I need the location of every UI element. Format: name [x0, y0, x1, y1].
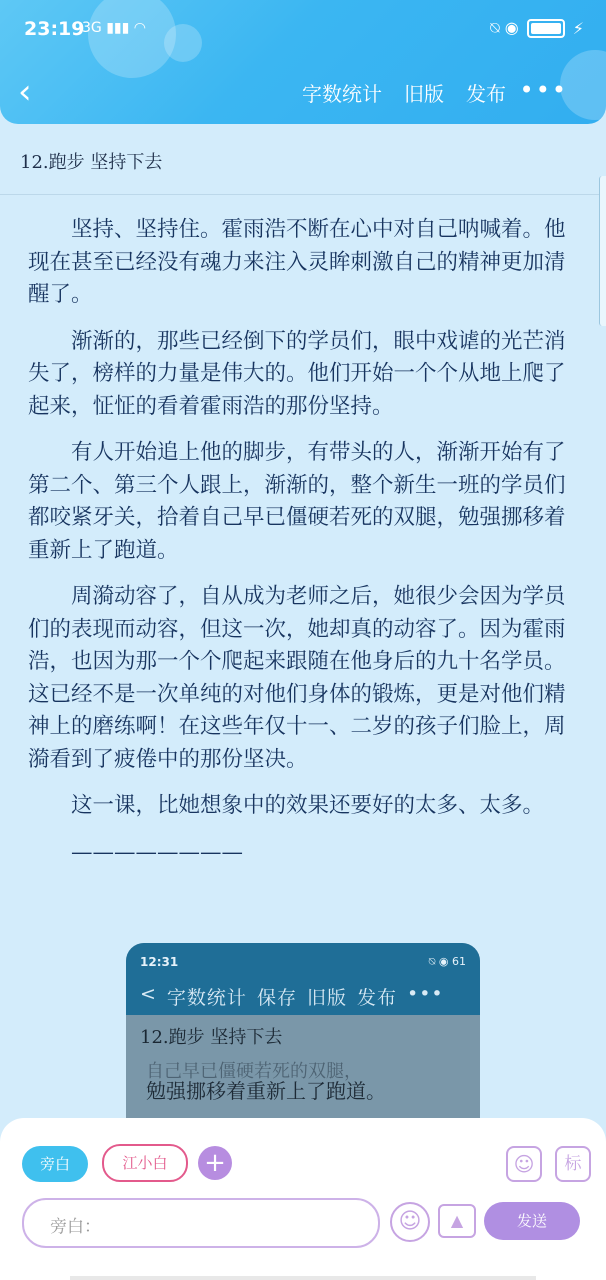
- embedded-status-right: ⍉ ◉ 61: [428, 955, 466, 968]
- send-button[interactable]: 发送: [484, 1202, 580, 1240]
- embedded-text-line: 勉强挪移着重新上了跑道。: [146, 1079, 386, 1103]
- paragraph: 周漪动容了，自从成为老师之后，她很少会因为学员们的表现而动容，但这一次，她却真的动容了。因为霍雨浩，也因为那一个个爬起来跟随在他身后的九十名学员。这已经不是一次单纯的对他们身体的锻炼，更是对他们精神上的磨练啊！在这些年仅十一、二岁的孩子们脸上，周漪看到了疲倦中的那份坚决。: [28, 584, 566, 772]
- narrator-chip[interactable]: 旁白: [22, 1146, 88, 1182]
- add-character-button[interactable]: [198, 1146, 232, 1180]
- emoji-icon[interactable]: ☺: [390, 1202, 430, 1242]
- paragraph: 坚持、坚持住。霍雨浩不断在心中对自己呐喊着。他现在甚至已经没有魂力来注入灵眸刺激自己的精神更加清醒了。: [28, 217, 566, 307]
- embedded-toolbar: [140, 983, 444, 1010]
- embedded-screenshot[interactable]: [126, 943, 480, 1118]
- chapter-title[interactable]: 12.跑步 坚持下去: [20, 152, 163, 173]
- paragraph: 有人开始追上他的脚步，有带头的人，渐渐开始有了第二个、第三个人跟上，渐渐的，整个新生一班的学员们都咬紧牙关，拾着自己早已僵硬若死的双腿，勉强挪移着重新上了跑道。: [28, 440, 566, 563]
- header-actions: [302, 78, 506, 107]
- embedded-old-version: 旧版: [306, 987, 347, 1009]
- tag-button[interactable]: 标: [555, 1146, 591, 1182]
- divider: [0, 194, 606, 195]
- signal-wifi-icons: 3G ▮▮▮ ◠: [82, 20, 146, 36]
- composer-panel: [0, 1118, 606, 1280]
- embedded-publish: 发布: [356, 987, 397, 1009]
- character-chip[interactable]: 江小白: [102, 1144, 188, 1182]
- plus-icon: +: [204, 1148, 226, 1178]
- word-count-button[interactable]: 字数统计: [302, 82, 382, 106]
- top-app-bar: [0, 0, 606, 124]
- person-icon[interactable]: ☺: [506, 1146, 542, 1182]
- embedded-back-icon: <: [140, 983, 157, 1005]
- scrollbar-handle[interactable]: [599, 176, 606, 326]
- home-indicator: [70, 1276, 536, 1280]
- embedded-status-time: 12:31: [140, 955, 179, 969]
- embedded-chapter-title: 12.跑步 坚持下去: [140, 1027, 283, 1048]
- embedded-more-icon: •••: [406, 983, 444, 1005]
- charging-icon: ⚡: [572, 18, 584, 38]
- status-right-icons: [490, 18, 584, 38]
- back-button[interactable]: [18, 72, 48, 112]
- decor-bubble: [164, 24, 202, 62]
- image-icon[interactable]: ▲: [438, 1204, 476, 1238]
- paragraph: 这一课，比她想象中的效果还要好的太多、太多。: [71, 793, 545, 818]
- publish-button[interactable]: 发布: [466, 82, 506, 106]
- chapter-body[interactable]: [28, 214, 578, 869]
- input-placeholder: 旁白：: [50, 1217, 101, 1237]
- paragraph: 渐渐的，那些已经倒下的学员们，眼中戏谑的光芒消失了，榜样的力量是伟大的。他们开始一个个从地上爬了起来，怔怔的看着霍雨浩的那份坚持。: [28, 328, 566, 419]
- embedded-word-count: 字数统计: [166, 987, 247, 1009]
- decor-bubble: [88, 0, 176, 78]
- battery-icon: [527, 19, 565, 38]
- status-icons: ⍉ ◉: [490, 18, 519, 37]
- status-time: 23:19: [24, 18, 85, 40]
- chevron-left-icon: ‹: [18, 72, 32, 112]
- more-options-button[interactable]: •••: [519, 76, 568, 104]
- embedded-save: 保存: [256, 987, 297, 1009]
- old-version-button[interactable]: 旧版: [404, 82, 444, 106]
- embedded-text-partial: 自己早已僵硬若死的双腿，: [146, 1061, 362, 1082]
- section-separator: ————————: [71, 839, 243, 865]
- dialogue-input[interactable]: [22, 1198, 380, 1248]
